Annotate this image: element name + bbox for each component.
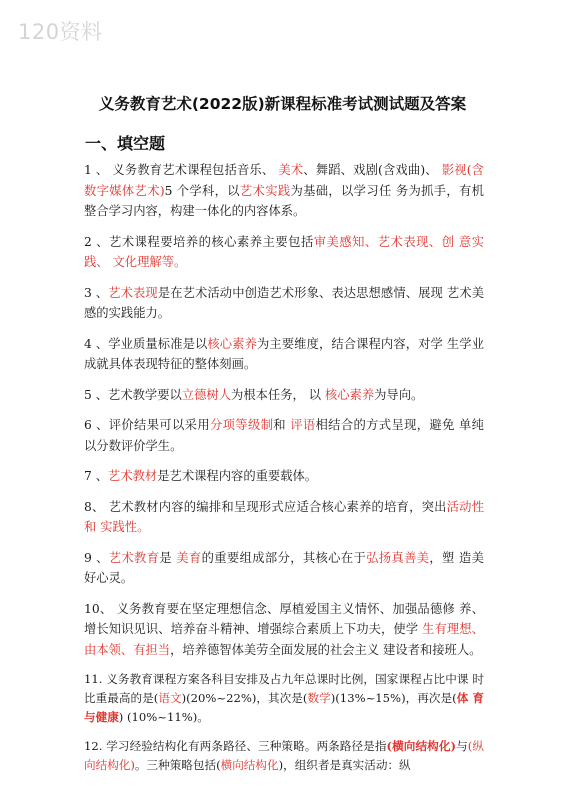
question-item-4 bbox=[84, 334, 484, 375]
question-text: )，组织者是真实活动：纵 bbox=[278, 758, 411, 772]
answer-text: 横向结构化 bbox=[220, 758, 279, 772]
question-text: 和 bbox=[273, 418, 291, 432]
question-item-9 bbox=[84, 548, 484, 589]
answer-text: 生有理想、由本领、有担当 bbox=[84, 622, 484, 657]
question-text: 与 bbox=[456, 739, 468, 753]
question-text: 、舞蹈、戏剧(含戏曲)、 bbox=[303, 163, 442, 177]
answer-text: 立德树人 bbox=[181, 387, 232, 402]
section-heading: 一、填空题 bbox=[85, 134, 166, 153]
question-text: 为主要维度，结合课程内容，对学 生学业成就具体表现特征的整体刻画。 bbox=[84, 336, 484, 371]
question-text: 9 、 bbox=[84, 550, 109, 565]
question-text: 7 、 bbox=[84, 469, 109, 483]
question-text: 相结合的方式呈现，避免 单纯以分数评价学生。 bbox=[84, 418, 484, 453]
answer-text: 艺术教育 bbox=[108, 550, 160, 565]
answer-text: 美术 bbox=[278, 163, 304, 177]
answer-text: 艺术教材 bbox=[108, 469, 158, 483]
question-item-8 bbox=[84, 497, 484, 538]
question-text: )(13%~15%)，再次是( bbox=[330, 691, 457, 705]
question-text: 5 个学科，以 bbox=[164, 183, 240, 198]
question-text: 为基础，以学习任 务为抓手，有机整合学习内容，构建一体化的内容体系。 bbox=[84, 183, 484, 218]
answer-text: (纵向结构化) bbox=[84, 739, 484, 772]
question-text: 1 、 义务教育艺术课程包括音乐、 bbox=[84, 163, 279, 177]
question-text: 是 bbox=[159, 550, 177, 565]
answer-text: (横向结构化) bbox=[386, 739, 456, 753]
answer-text: 影视(含数字媒体艺术) bbox=[84, 163, 484, 198]
answer-text: 核心素养 bbox=[207, 336, 257, 351]
answer-text: 语文 bbox=[158, 691, 182, 705]
question-text: 。三种策略包括( bbox=[134, 758, 221, 772]
answer-text: 审美感知、艺术表现、创 意实践、 文化理解等。 bbox=[84, 234, 484, 269]
answer-text: 活动性和 实践性。 bbox=[84, 499, 484, 534]
question-text: 5 、艺术教学要以 bbox=[84, 387, 182, 402]
question-item-1 bbox=[84, 160, 484, 222]
page-title: 义务教育艺术(2022版)新课程标准考试测试题及答案 bbox=[98, 95, 467, 113]
answer-text: 艺术实践 bbox=[239, 183, 291, 198]
question-item-7 bbox=[84, 466, 484, 487]
question-text: 11. 义务教育课程方案各科目安排及占九年总课时比例，国家课程占比中课 时比重最高的是( bbox=[84, 672, 484, 705]
question-list bbox=[84, 160, 484, 785]
question-text: 的重要组成部分，其核心在于 bbox=[201, 550, 367, 565]
question-text: ，塑 造美好心灵。 bbox=[84, 550, 484, 585]
question-text: 为根本任务， 以 bbox=[231, 387, 325, 402]
answer-text: 体 育与健康 bbox=[84, 691, 484, 724]
question-item-10 bbox=[84, 599, 484, 661]
question-item-5 bbox=[84, 385, 484, 406]
question-item-6 bbox=[84, 415, 484, 456]
question-text: 10、 义务教育要在坚定理想信念、厚植爱国主义情怀、加强品德修 养、增长知识见识、培养奋斗精神、增强综合素质上下功夫，使学 bbox=[84, 601, 484, 636]
answer-text: 核心素养 bbox=[324, 387, 375, 402]
question-item-11 bbox=[84, 670, 484, 727]
answer-text: 艺术表现 bbox=[108, 285, 158, 300]
watermark: 120资料 bbox=[18, 20, 103, 44]
question-text: ，培养德智体美劳全面发展的社会主义 建设者和接班人。 bbox=[170, 642, 482, 657]
answer-text: 弘扬真善美 bbox=[366, 550, 430, 565]
question-text: 3 、 bbox=[84, 285, 109, 300]
question-text: )(20%~22%)，其次是( bbox=[181, 691, 308, 705]
question-text: 为导向。 bbox=[374, 387, 424, 402]
question-text: 是在艺术活动中创造艺术形象、表达思想感情、展现 艺术美感的实践能力。 bbox=[84, 285, 484, 320]
answer-text: 评语 bbox=[290, 418, 316, 432]
question-item-12 bbox=[84, 737, 484, 775]
question-text: 4 、学业质量标准是以 bbox=[84, 336, 208, 351]
question-text: 6 、评价结果可以采用 bbox=[84, 418, 210, 432]
question-item-2 bbox=[84, 232, 484, 273]
question-item-3 bbox=[84, 283, 484, 324]
question-text: 8、 艺术教材内容的编排和呈现形式应适合核心素养的培育，突出 bbox=[84, 499, 447, 514]
answer-text: 分项等级制 bbox=[210, 418, 274, 432]
question-text: 是艺术课程内容的重要载体。 bbox=[157, 469, 318, 483]
answer-text: 美育 bbox=[176, 550, 202, 565]
question-text: 12. 学习经验结构化有两条路径、三种策略。两条路径是指 bbox=[84, 739, 387, 753]
question-text: ) (10%~11%)。 bbox=[118, 710, 209, 724]
answer-text: 数学 bbox=[307, 691, 331, 705]
question-text: 2 、艺术课程要培养的核心素养主要包括 bbox=[84, 234, 314, 249]
